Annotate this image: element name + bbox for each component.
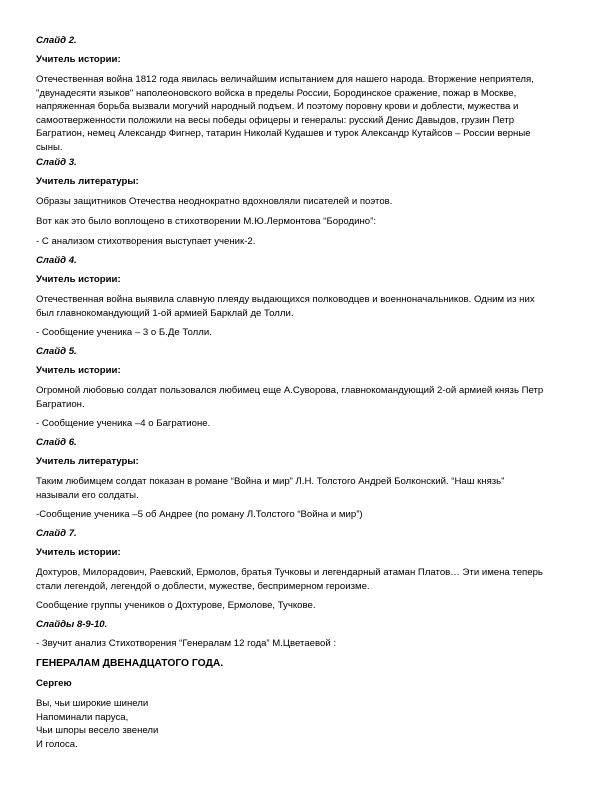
paragraph: Таким любимцем солдат показан в романе “Война и мир” Л.Н. Толстого Андрей Болконский. “Наш князь” называли его солдаты. xyxy=(36,476,505,501)
paragraph: Отечественная война 1812 года явилась величайшим испытанием для нашего народа. Вторжение неприятеля, "двунадесяти языков" наполеоновского войска в пределы России, Бородинское сражение, пожар в Москве, напряженная борьба вызвали могучий народный подъем. И поэтому поровну крови и доблести, мужества и самоотверженности положили на весы победы офицеры и генералы: русский Денис Давыдов, грузин Петр Багратион, немец Александр Фигнер, татарин Николай Кудашев и турок Александр Кутайсов – России верные сыны. xyxy=(36,74,534,153)
paragraph: Огромной любовью солдат пользовался любимец еще А.Суворова, главнокомандующий 2-ой армией князь Петр Багратион. xyxy=(36,385,544,410)
paragraph: Вот как это было воплощено в стихотворении М.Ю.Лермонтова “Бородино”: xyxy=(36,216,376,227)
paragraph: - С анализом стихотворения выступает ученик-2. xyxy=(36,236,256,247)
poem-title: ГЕНЕРАЛАМ ДВЕНАДЦАТОГО ГОДА. xyxy=(36,658,224,669)
speaker-literature-teacher: Учитель литературы: xyxy=(36,456,139,467)
paragraph: Сообщение группы учеников о Дохтурове, Ермолове, Тучкове. xyxy=(36,600,316,611)
slide-8-9-10-label: Слайды 8-9-10. xyxy=(36,619,108,630)
paragraph: - Звучит анализ Стихотворения “Генералам 12 года” М.Цветаевой : xyxy=(36,638,337,649)
slide-7-label: Слайд 7. xyxy=(36,528,77,539)
speaker-history-teacher: Учитель истории: xyxy=(36,365,121,376)
paragraph: - Сообщение ученика – 3 о Б.Де Толли. xyxy=(36,327,212,338)
paragraph: - Сообщение ученика –4 о Багратионе. xyxy=(36,418,211,429)
paragraph: Образы защитников Отечества неоднократно вдохновляли писателей и поэтов. xyxy=(36,196,393,207)
slide-3-label: Слайд 3. xyxy=(36,157,77,168)
paragraph: -Сообщение ученика –5 об Андрее (по роману Л.Толстого “Война и мир”) xyxy=(36,509,363,520)
slide-2-label: Слайд 2. xyxy=(36,35,77,46)
speaker-history-teacher: Учитель истории: xyxy=(36,54,121,65)
poem-dedication: Сергею xyxy=(36,678,72,689)
poem-stanza: Вы, чьи широкие шинели Напоминали паруса, Чьи шпоры весело звенели И голоса. xyxy=(36,698,159,750)
paragraph: Отечественная война выявила славную плеяду выдающихся полководцев и военноначальников. Одним из них был главнокомандующий 1-ой армией Барклай де Толли. xyxy=(36,294,535,319)
slide-5-label: Слайд 5. xyxy=(36,346,77,357)
speaker-history-teacher: Учитель истории: xyxy=(36,274,121,285)
slide-4-label: Слайд 4. xyxy=(36,255,77,266)
speaker-literature-teacher: Учитель литературы: xyxy=(36,176,139,187)
paragraph: Дохтуров, Милорадович, Раевский, Ермолов, братья Тучковы и легендарный атаман Платов… Эти имена теперь стали легендой, легендой о доблести, мужестве, беспримерном героизме. xyxy=(36,567,543,592)
speaker-history-teacher: Учитель истории: xyxy=(36,547,121,558)
slide-6-label: Слайд 6. xyxy=(36,437,77,448)
